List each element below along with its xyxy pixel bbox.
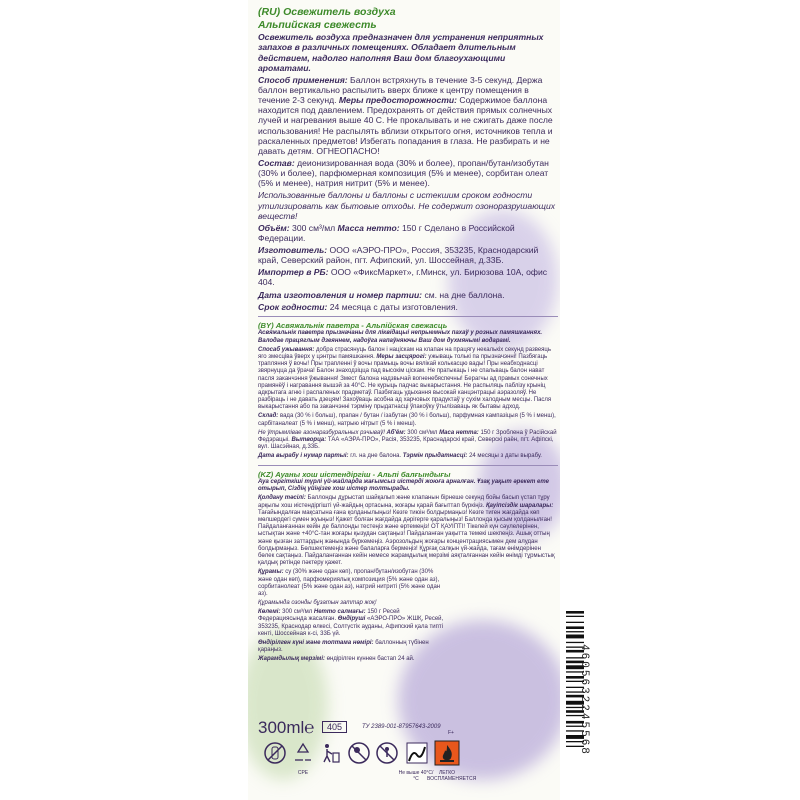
no-children-icon bbox=[374, 740, 400, 766]
ru-header: (RU) Освежитель воздуха bbox=[258, 6, 396, 18]
barcode-digits: 4605632245568 bbox=[578, 644, 590, 756]
ru-product-name: Альпийская свежесть bbox=[258, 19, 377, 32]
kz-ozone: Құрамында озонды бұзатын заттар жоқ! bbox=[258, 600, 377, 607]
kz-intro: Ауа сергіткіші түрлі үй-жайларда жағымсыз иістерді жоюға арналған. Ұзақ уақыт әрекет ете отырып, Сіздің үйіңізге хош иістер толтырады. bbox=[258, 479, 549, 493]
ru-disposal: Использованные баллоны и баллоны с истекшим сроком годности утилизировать как бытовые отходы. Не содержит озоноразрушающих веществ! bbox=[258, 190, 556, 221]
kz-volume: Көлемі: 300 см³/мл Нетто салмағы: 150 г Ресей Федерациясында жасалған. Өндіруші «АЭРО-ПРО» ЖШҚ, Ресей, 353235, Краснодар өлкесі, Солтүстік ауданы, Афипский қала типті кенті, Шоссейная к-сі, 33Б үй. bbox=[258, 609, 444, 637]
kz-composition: Құрамы: су (30% және одан көп), пропан/бутан/изобутан (30% және одан көп), парфюмериялық композиция (5% және одан аз), сорбитанолеат (5% және одан аз), натрий нитриті (5% және одан аз). bbox=[258, 569, 441, 597]
barcode bbox=[566, 605, 598, 795]
kz-date: Өндірілген күні және топтама нөмірі: баллонның түбінен қараңыз. bbox=[258, 640, 429, 654]
ru-intro: Освежитель воздуха предназначен для устранения неприятных запахов в различных помещениях. Обладает длительным действием, надолго наполняя Ваш дом благоухающими ароматами. bbox=[258, 32, 544, 73]
section-divider bbox=[258, 465, 558, 466]
flammable-caption: ЛЕГКО ВОСПЛАМЕНЯЕТСЯ bbox=[427, 770, 477, 782]
by-date: Дата вырабу і нумар партыі: гл. на дне балона. Тэрмін прыдатнасці: 24 месяцы з даты вырабу. bbox=[258, 453, 542, 460]
tech-spec-number: ТУ 2389-001-87957643-2009 bbox=[362, 724, 441, 730]
ru-section bbox=[258, 6, 558, 312]
kz-shelf-life: Жарамдылық мерзімі: өндірілген күннен бастап 24 ай. bbox=[258, 656, 415, 663]
kz-header: (KZ) Ауаны хош иістендіргіш - Альпі балғындығы bbox=[258, 469, 451, 479]
volume-mark: 300ml℮ bbox=[258, 718, 315, 737]
by-intro: Асвяжальнік паветра прызначаны для ліквідацыі непрыемных пахаў у розных памяшканнях. Валодае працяглым дзеяннем, надоўга напаўняючы Ваш дом духмянымі водарамі. bbox=[258, 330, 543, 344]
tidyman-caption: CPE bbox=[297, 770, 309, 776]
ru-date: Дата изготовления и номер партии: см. на дне баллона. bbox=[258, 289, 505, 300]
ru-manufacturer: Изготовитель: ООО «АЭРО-ПРО», Россия, 353235, Краснодарский край, Северский район, пгт. Афипский, ул. Шоссейная, д.33Б. bbox=[258, 245, 539, 266]
temperature-limit-icon bbox=[404, 740, 430, 766]
section-divider bbox=[258, 316, 558, 317]
ru-shelf-life: Срок годности: 24 месяца с даты изготовления. bbox=[258, 301, 458, 312]
flammable-icon bbox=[434, 740, 460, 766]
kz-section bbox=[258, 469, 555, 664]
ru-usage: Способ применения: Баллон встряхнуть в течение 3-5 секунд. Держа баллон вертикально распылить вверх ближе к центру помещения в течение 2-3 секунд. Меры предосторожности: Содержимое баллона находится под давлением. Предохранять от действия прямых солнечных лучей и нагревания выше 40 С. Не прокалывать и не сжигать даже после использования! Не распылять вблизи открытого огня, источников тепла и раскаленных предметов! Избегать попадания в глаза. Не разбирать и не давать детям. ОГНЕОПАСНО! bbox=[258, 74, 553, 156]
label-bottom-strip bbox=[258, 718, 558, 798]
recycle-icon bbox=[290, 740, 316, 766]
by-composition: Склад: вада (30 % і больш), прапан / бутан / ізабутан (30 % і больш), парфумная кампазіцыя (5 % і менш), сарбітаналеат (5 % і менш), натрыю нітрыт (5 % і менш). bbox=[258, 413, 556, 427]
ru-importer: Импортер в РБ: ООО «ФиксМаркет», г.Минск, ул. Бирюзова 10А, офис 404. bbox=[258, 267, 548, 288]
by-volume: Не ўтрымлівае азонаразбуральных рэчываў! Аб'ём: 300 см³/мл Маса нетта: 150 г Зроблена ў Расійскай Федэрацыі. Вытворца: ТАА «АЭРА-ПРО», Расія, 353235, Краснадарскі край, Северскі раён, пгт. Афіпскі, вул. Шасэйная, д.33Б. bbox=[258, 429, 557, 451]
by-section bbox=[258, 321, 558, 461]
by-header: (BY) Асвяжальнік паветра - Альпійская свежасць bbox=[258, 320, 448, 330]
ru-volume: Объём: 300 см³/мл Масса нетто: 150 г Сделано в Российской Федерации. bbox=[258, 222, 515, 243]
flammable-code: F+ bbox=[448, 730, 454, 736]
recycling-code-box: 405 bbox=[322, 721, 347, 733]
label-text bbox=[258, 6, 558, 666]
tidyman-icon bbox=[318, 740, 344, 766]
by-usage: Спосаб ужывання: добра страсянуць балон і націскам на клапан на працягу некалькіх секунд развеяць яго змесціва ўверх у цэнтры памяшкання. Меры засцярогі: ужываць толькі па прызначэнні! Пазбягаць трапляння ў вочы! Пры трапленні ў вочы прамыць вочы вялікай колькасцю вады! Пры неабходнасці звярнуцца да ўрача! Балон знаходзіцца пад высокім ціскам. Не пратыкаць і не спальваць балон нават пасля заканчэння ўжывання! Змест балона надзвычай вогненебяспечны! Берагчы ад прамых сонечных прамянёў і награвання вышэй за 40°С. Не курыць падчас выкарыстання. Не распыляць паблізу крыніц адкрытага агню і распаленых прадметаў. Пазбягаць удыхання высокай канцэнтрацыі аэразоляў. Не разбіраць і не давать дзецям! Захоўваць асобна ад харчовых прадуктаў у сухім халодным месцы. Пасля выкарыстання або па заканчэнні тэрміну прыдатнасці ўпакоўку ўтылізаваць як бытавы адход. bbox=[258, 346, 552, 411]
no-spray-near-face-icon bbox=[346, 740, 372, 766]
kz-usage: Қолдану тәсілі: Баллонды дұрыстап шайқалып және клапанын бірнеше секунд бойы басып үстап тұру арқылы хош иістендіргішті үй-жайдың ортасына, жоғары қарай бағыттап бүркіңіз. Қауіпсіздік шаралары: Тағайындалған мақсатына ғана қолданылыңыз! Көзге тиюін болдырмаңыз! Көзге тиген жағдайда көп мөлшердегі сумен жуыңыз! Қажет болған жағдайда дәрігерге қаралыңыз! Баллонда қысым қолданылған! Пайдаланғаннан кейін де баллонды тестеңіз және өртемеңіз! ОТ ҚАУІПТІ! Тікелей күн сәулелерінен, ыстықтан және +40°С-тан жоғары қызудан сақтаңыз! Пайдаланған уақытта темекі шекпеңіз. Ашық оттың және қызған заттардың жанында бүркемеңіз. Аэрозольдың жоғары концентрациясымен дем алудан болдырмаңыз. Бөлшектемеңіз және балаларға бермеңіз! Құрғақ салқын үй-жайда, тағам өнімдерінен бөлек сақтаңыз. Пайдаланғаннан кейін немесе жарамдылық мерзімі аяқталғаннан кейін өнімді тұрмыстық қалдық ретінде пәктеру қажет. bbox=[258, 495, 555, 567]
temperature-caption: Не выше 40°С/°C bbox=[398, 770, 434, 782]
safety-icons bbox=[258, 730, 558, 796]
no-puncture-icon bbox=[262, 740, 288, 766]
ru-composition: Состав: деионизированная вода (30% и более), пропан/бутан/изобутан (30% и более), парфюмерная композиция (5% и менее), сорбитан олеат (5% и менее), натрия нитрит (5% и менее). bbox=[258, 157, 549, 189]
